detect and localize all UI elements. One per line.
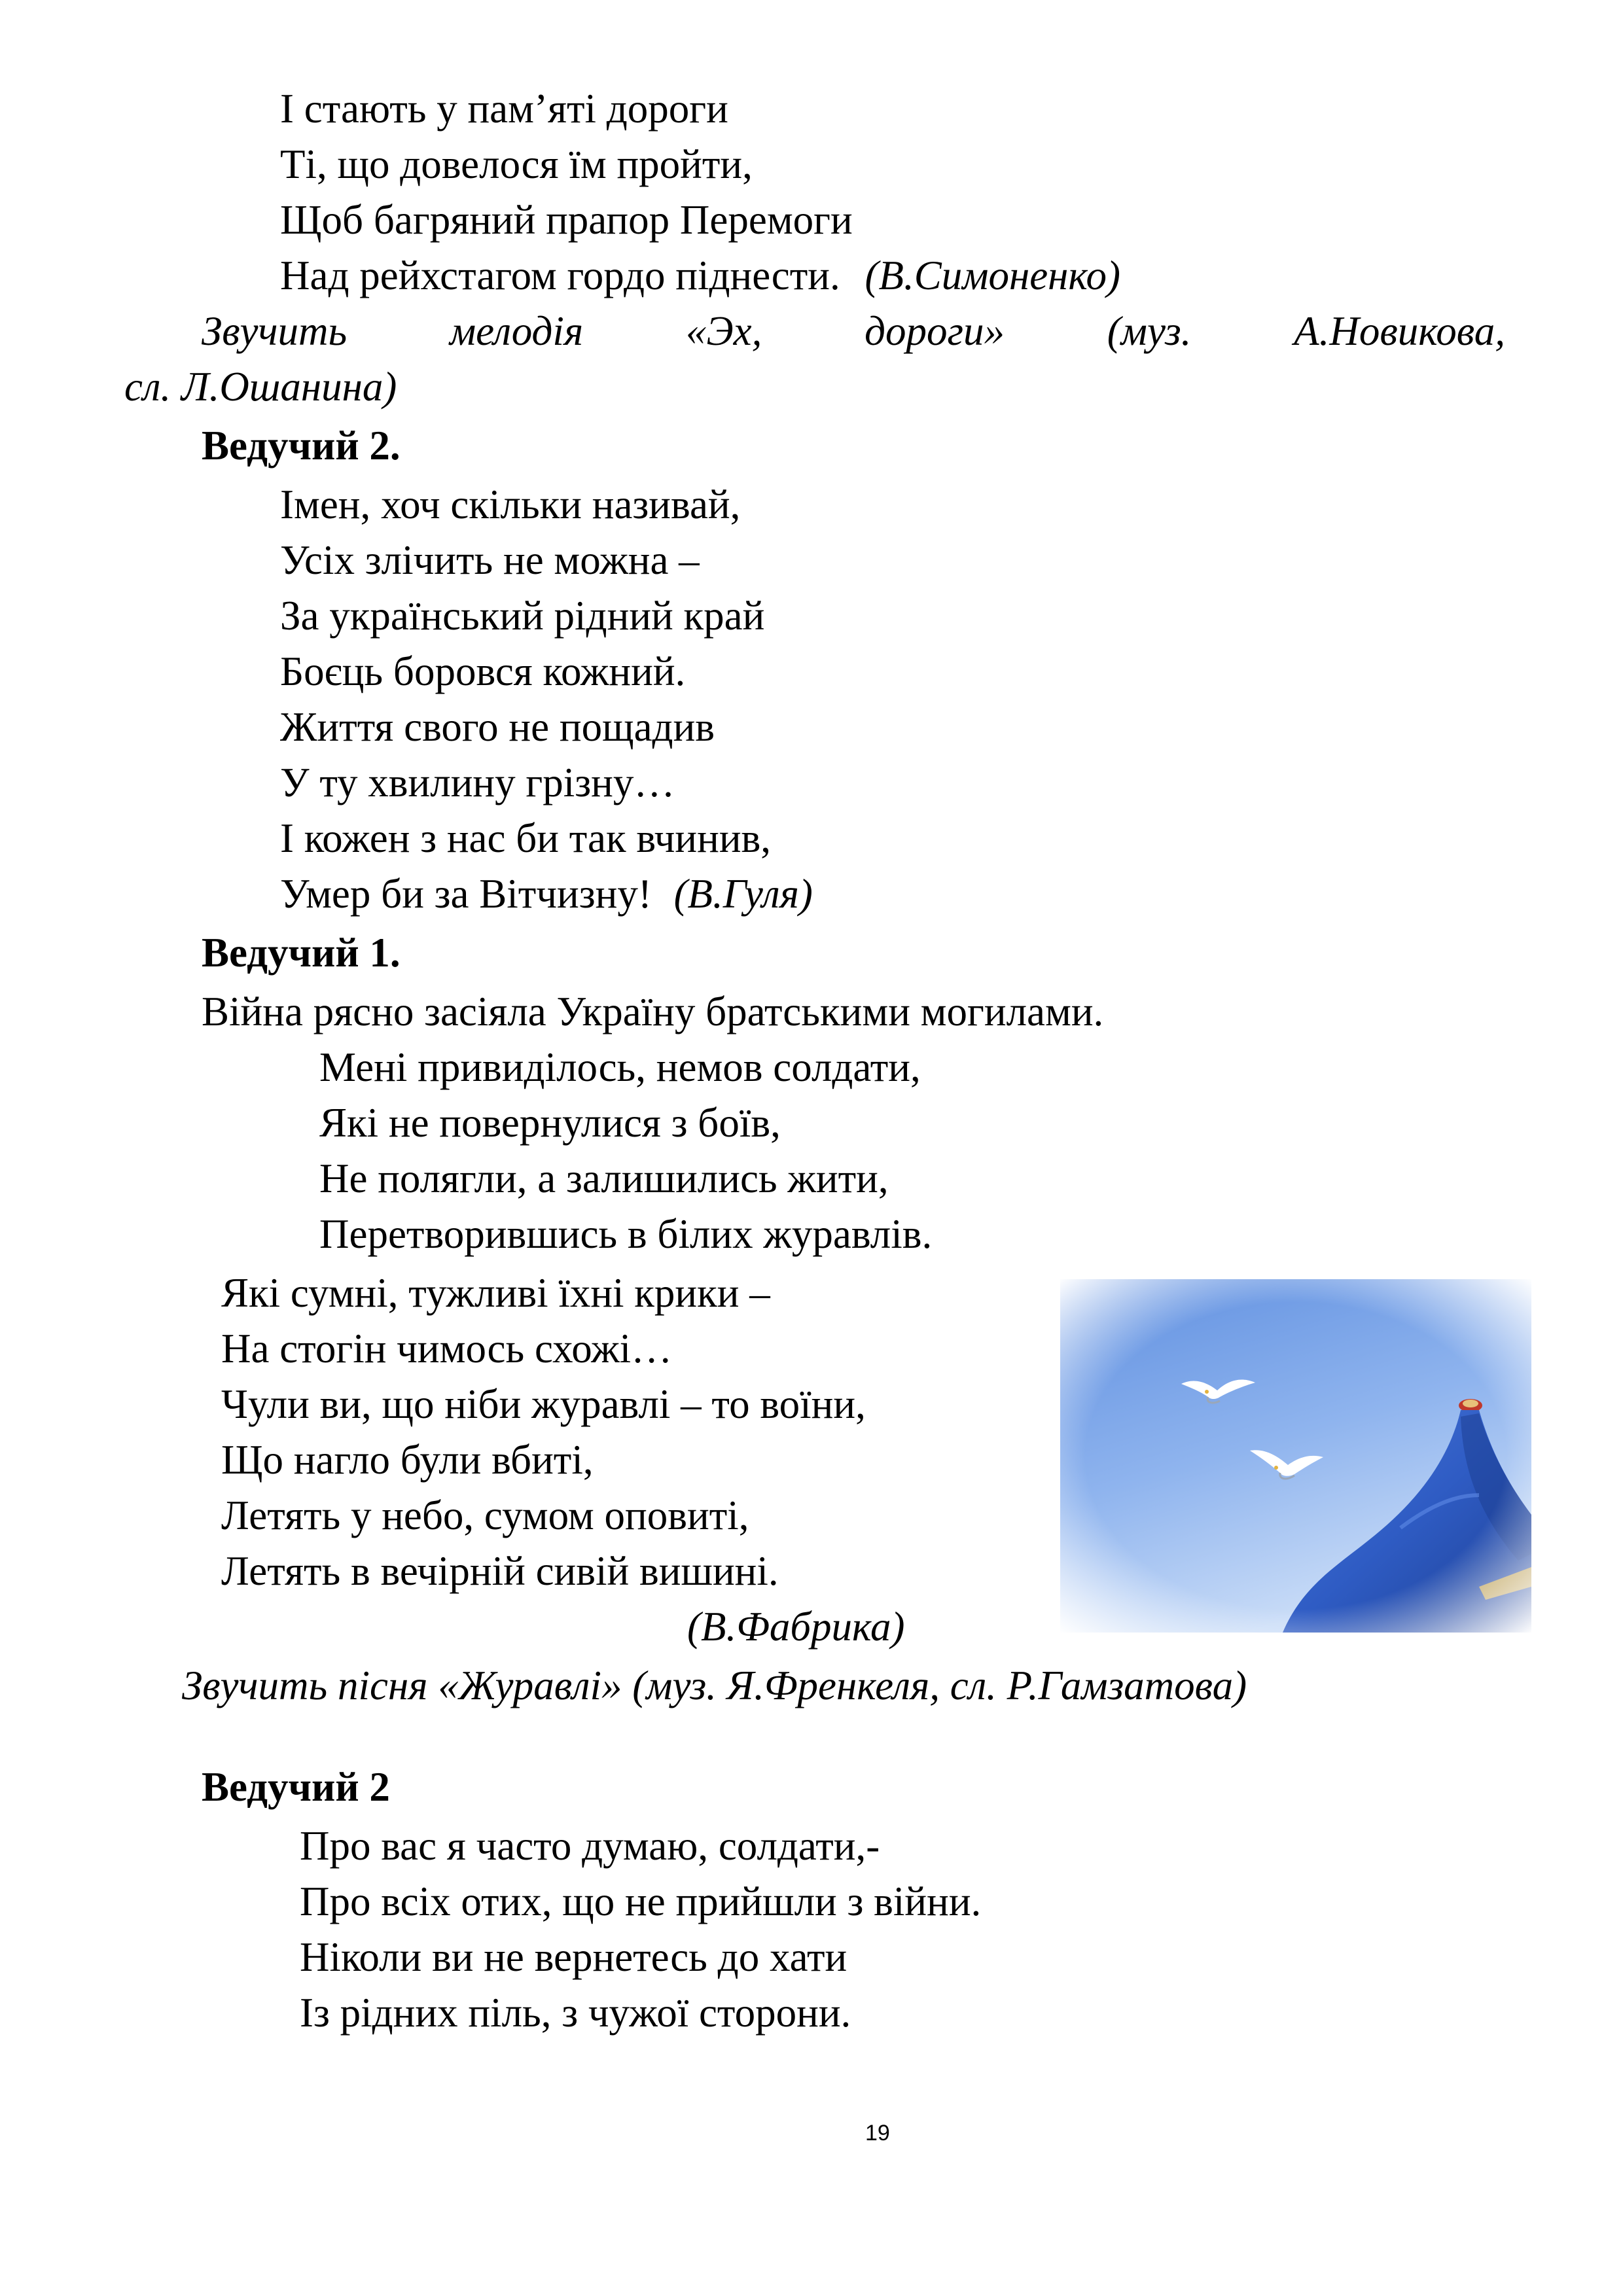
- poem-line: Що нагло були вбиті,: [221, 1437, 594, 1483]
- music-note-word: «Эх,: [685, 308, 762, 354]
- poem-line: Щоб багряний прапор Перемоги: [280, 197, 853, 243]
- poem-line: Усіх злічить не можна –: [280, 537, 700, 583]
- poem-attribution: (В.Фабрика): [687, 1604, 905, 1650]
- music-note-word: (муз.: [1107, 308, 1192, 354]
- speaker-label: Ведучий 2.: [202, 423, 401, 468]
- poem-line: За український рідний край: [280, 593, 765, 639]
- poem-line-text: Над рейхстагом гордо піднести.: [280, 253, 840, 298]
- page-number: 19: [865, 2121, 890, 2146]
- poem-attribution: (В.Гуля): [673, 871, 813, 917]
- poem-line: Боєць боровся кожний.: [280, 648, 686, 694]
- poem-line: Не полягли, а залишились жити,: [319, 1156, 889, 1201]
- poem-line: Про всіх отих, що не прийшли з війни.: [300, 1879, 982, 1924]
- poem-line: [280, 871, 813, 917]
- music-note-continuation: сл. Л.Ошанина): [124, 364, 397, 410]
- poem-line: Ті, що довелося їм пройти,: [280, 141, 753, 187]
- poem-line: Летять в вечірній сивій вишині.: [221, 1548, 779, 1594]
- poem-line: У ту хвилину грізну…: [280, 760, 675, 805]
- prose-line: Війна рясно засіяла Україну братськими могилами.: [202, 989, 1104, 1034]
- poem-line: І стають у пам’яті дороги: [280, 86, 728, 132]
- music-note: Звучить пісня «Журавлі» (муз. Я.Френкеля, сл. Р.Гамзатова): [182, 1663, 1247, 1708]
- poem-line: І кожен з нас би так вчинив,: [280, 815, 772, 861]
- poem-line: Чули ви, що ніби журавлі – то воїни,: [221, 1381, 866, 1427]
- poem-line-text: Умер би за Вітчизну!: [280, 871, 652, 917]
- music-note: [202, 308, 1505, 354]
- poem-line: Мені привиділось, немов солдати,: [319, 1044, 921, 1090]
- poem-line: Життя свого не пощадив: [280, 704, 715, 750]
- poem-line: Ніколи ви не вернетесь до хати: [300, 1934, 847, 1980]
- poem-line: Які не повернулися з боїв,: [319, 1100, 781, 1146]
- music-note-word: дороги»: [865, 308, 1005, 354]
- poem-line: Летять у небо, сумом оповиті,: [221, 1492, 749, 1538]
- speaker-label: Ведучий 1.: [202, 930, 401, 976]
- music-note-word: мелодія: [449, 308, 584, 354]
- seagulls-over-blue-flag-photo: [1060, 1279, 1531, 1633]
- poem-line: Які сумні, тужливі їхні крики –: [221, 1270, 770, 1316]
- music-note-word: А.Новикова,: [1294, 308, 1505, 354]
- poem-line: [280, 255, 1120, 296]
- poem-attribution: (В.Симоненко): [865, 253, 1120, 298]
- poem-line: Про вас я часто думаю, солдати,-: [300, 1823, 880, 1869]
- music-note-word: Звучить: [202, 308, 348, 354]
- speaker-label: Ведучий 2: [202, 1764, 390, 1810]
- poem-line: Перетворившись в білих журавлів.: [319, 1211, 933, 1257]
- poem-line: Із рідних піль, з чужої сторони.: [300, 1990, 851, 2036]
- poem-line: Імен, хоч скільки називай,: [280, 482, 741, 527]
- poem-line: На стогін чимось схожі…: [221, 1326, 673, 1371]
